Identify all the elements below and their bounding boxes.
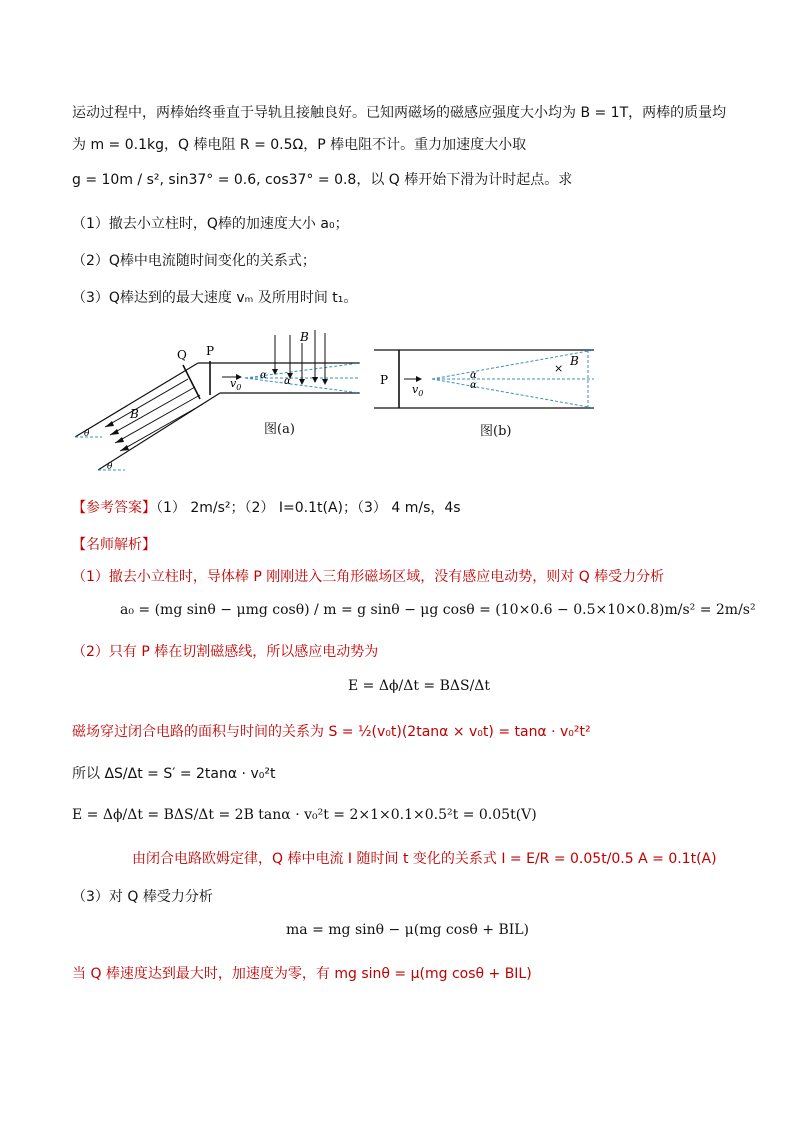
analysis-p5: 由闭合电路欧姆定律，Q 棒中电流 I 随时间 t 变化的关系式 I = E/R = 0.05t/0.5 A = 0.1t(A) xyxy=(132,851,717,867)
alpha-label-a2: α xyxy=(284,376,291,387)
question-1: （1）撤去小立柱时，Q棒的加速度大小 a₀； xyxy=(72,216,349,232)
b-label-b: B xyxy=(570,354,579,368)
cross-symbol: × xyxy=(554,362,564,375)
analysis-p1: （1）撤去小立柱时，导体棒 P 刚刚进入三角形磁场区域，没有感应电动势，则对 Q 棒受力分析 xyxy=(72,569,665,585)
analysis-p6: （3）对 Q 棒受力分析 xyxy=(72,889,213,905)
analysis-p4: 所以 ΔS/Δt = S′ = 2tanα · v₀²t xyxy=(72,766,276,782)
question-3: （3）Q棒达到的最大速度 vₘ 及所用时间 t₁。 xyxy=(72,290,358,306)
intro-line-1: 运动过程中，两棒始终垂直于导轨且接触良好。已知两磁场的磁感应强度大小均为 B = 1T，两棒的质量均 xyxy=(72,105,727,121)
analysis-eq4: ma = mg sinθ − μ(mg cosθ + BIL) xyxy=(286,922,530,938)
p-label-a: P xyxy=(206,344,215,358)
intro-line-3: g = 10m / s², sin37° = 0.6, cos37° = 0.8，以 Q 棒开始下滑为计时起点。求 xyxy=(72,172,573,188)
analysis-eq1: a₀ = (mg sinθ − μmg cosθ) / m = g sinθ − μg cosθ = (10×0.6 − 0.5×10×0.8)m/s² = 2m/s² xyxy=(120,602,756,618)
b-label-top: B xyxy=(300,330,309,344)
answer-line xyxy=(72,498,461,518)
analysis-p3: 磁场穿过闭合电路的面积与时间的关系为 S = ½(v₀t)(2tanα × v₀t) = tanα · v₀²t² xyxy=(72,724,591,740)
p-label-b: P xyxy=(380,373,389,387)
theta-label-1: θ xyxy=(84,429,90,439)
analysis-eq2: E = Δϕ/Δt = BΔS/Δt xyxy=(348,678,491,694)
question-2: （2）Q棒中电流随时间变化的关系式； xyxy=(72,253,316,269)
analysis-tag: 【名师解析】 xyxy=(72,537,156,553)
intro-line-2: 为 m = 0.1kg，Q 棒电阻 R = 0.5Ω，P 棒电阻不计。重力加速度大小取 xyxy=(72,137,527,153)
analysis-p2: （2）只有 P 棒在切割磁感线，所以感应电动势为 xyxy=(72,644,379,660)
v0-label-b: $v_0$ xyxy=(412,383,424,398)
figure-a-caption: 图(a) xyxy=(264,422,295,437)
figure-b xyxy=(372,345,602,415)
answer-text: （1） 2m/s²；（2） I=0.1t(A)；（3） 4 m/s，4s xyxy=(156,500,461,516)
q-label: Q xyxy=(177,348,187,362)
answer-tag: 【参考答案】 xyxy=(72,500,156,516)
alpha-label-b1: α xyxy=(470,370,477,381)
alpha-label-a1: α xyxy=(260,370,267,381)
b-label-incline: B xyxy=(130,407,139,421)
v0-label-a: $v_0$ xyxy=(230,377,242,392)
analysis-eq3: E = Δϕ/Δt = BΔS/Δt = 2B tanα · v₀²t = 2×1×0.1×0.5²t = 0.05t(V) xyxy=(72,807,537,823)
analysis-p7: 当 Q 棒速度达到最大时，加速度为零，有 mg sinθ = μ(mg cosθ + BIL) xyxy=(72,966,532,982)
figure-b-caption: 图(b) xyxy=(480,424,512,439)
alpha-label-b2: α xyxy=(470,380,477,391)
theta-label-2: θ xyxy=(107,462,113,472)
figure-a xyxy=(70,325,370,475)
